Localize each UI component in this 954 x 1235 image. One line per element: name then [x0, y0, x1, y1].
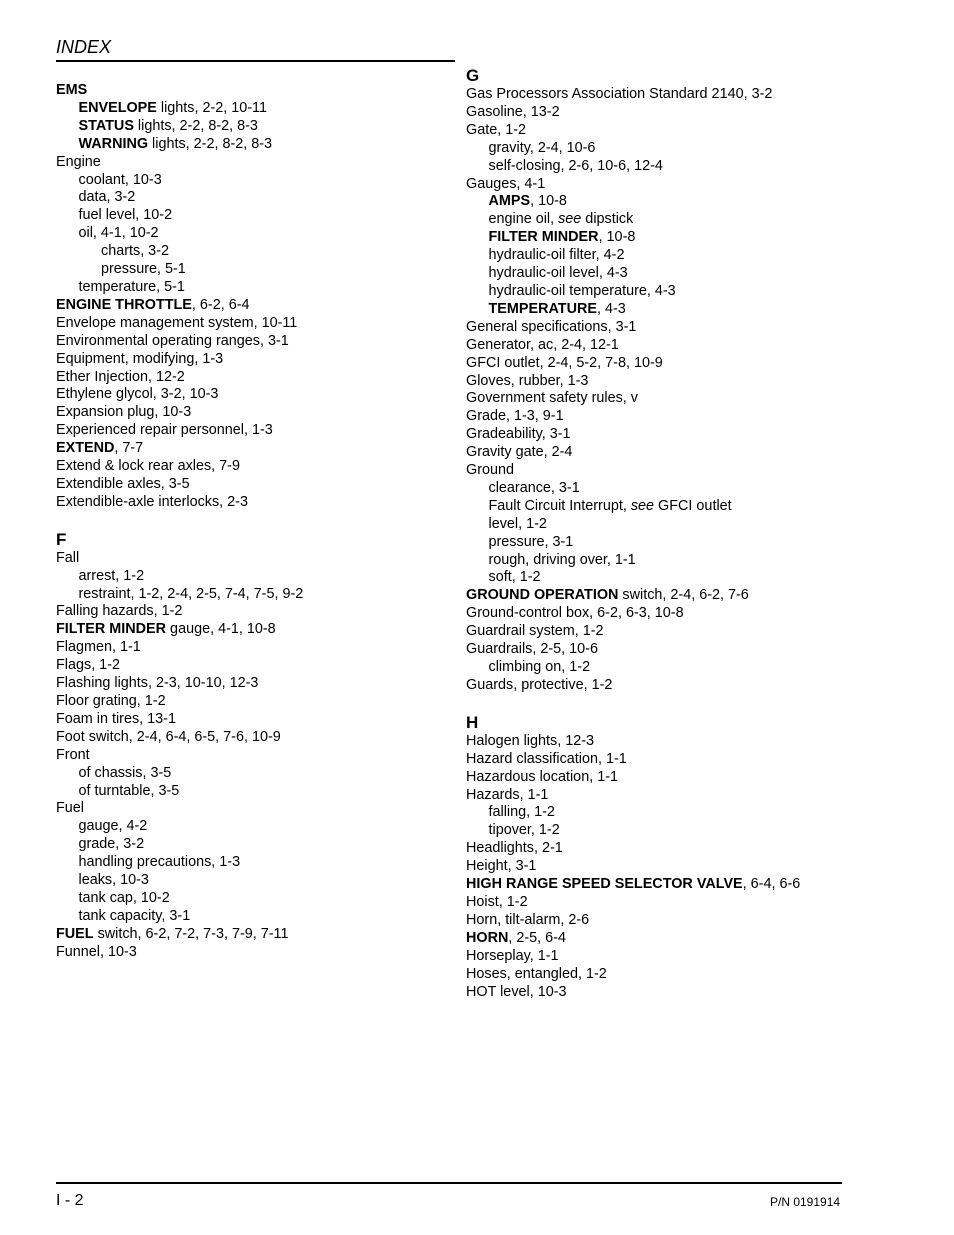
- footer-divider: [56, 1182, 842, 1184]
- index-text: Flags, 1-2: [56, 657, 120, 674]
- index-term-bold: FILTER MINDER: [56, 621, 167, 638]
- index-text: charts, 3-2: [101, 243, 169, 260]
- index-entry: [466, 462, 886, 480]
- index-entry: [466, 283, 886, 301]
- index-text: , 7-7: [114, 440, 144, 457]
- index-entry: [466, 373, 886, 391]
- index-text: falling, 1-2: [488, 804, 555, 821]
- index-entry: [56, 207, 451, 225]
- section-letter: G: [466, 66, 480, 85]
- part-number: P/N 0191914: [770, 1195, 841, 1209]
- index-text: soft, 1-2: [488, 569, 541, 586]
- index-entry: [56, 693, 451, 711]
- index-term-bold: HORN: [466, 929, 509, 946]
- index-entry: [56, 550, 451, 568]
- page-title: INDEX: [56, 37, 112, 57]
- index-text: leaks, 10-3: [78, 872, 149, 889]
- index-entry: [56, 243, 451, 261]
- index-text: Environmental operating ranges, 3-1: [56, 332, 289, 349]
- index-entry: [56, 603, 451, 621]
- index-text: Fuel: [56, 800, 84, 817]
- index-text: gauge, 4-2: [78, 818, 148, 835]
- index-entry: [56, 100, 451, 118]
- index-text: Gradeability, 3-1: [466, 426, 571, 443]
- index-entry: [56, 747, 451, 765]
- index-text: Hoist, 1-2: [466, 893, 528, 910]
- index-term-bold: FILTER MINDER: [488, 229, 599, 246]
- index-column-left: [56, 82, 451, 962]
- index-entry: [56, 657, 451, 675]
- index-entry: [56, 458, 451, 476]
- index-entry: [466, 86, 886, 104]
- index-entry: [466, 966, 886, 984]
- index-entry: [466, 534, 886, 552]
- index-text: Ground-control box, 6-2, 6-3, 10-8: [466, 605, 684, 622]
- index-entry: [56, 422, 451, 440]
- index-text: dipstick: [581, 211, 634, 228]
- index-entry: [466, 677, 886, 695]
- index-text: Funnel, 10-3: [56, 943, 137, 960]
- index-text: engine oil,: [488, 211, 559, 228]
- index-entry: [56, 729, 451, 747]
- index-text: Generator, ac, 2-4, 12-1: [466, 336, 619, 353]
- index-text: Gravity gate, 2-4: [466, 444, 573, 461]
- section-letter: F: [56, 529, 67, 549]
- index-entry: [466, 158, 886, 176]
- index-text: Government safety rules, v: [466, 390, 638, 407]
- index-entry: [466, 876, 886, 894]
- index-entry: [466, 444, 886, 462]
- index-text: Falling hazards, 1-2: [56, 603, 183, 620]
- index-text: Foam in tires, 13-1: [56, 710, 176, 727]
- index-text: oil, 4-1, 10-2: [78, 225, 159, 242]
- index-text: hydraulic-oil temperature, 4-3: [488, 282, 676, 299]
- index-text: Fault Circuit Interrupt,: [488, 497, 631, 514]
- index-text: Halogen lights, 12-3: [466, 732, 594, 749]
- index-term-bold: AMPS: [488, 193, 531, 210]
- index-entry: [466, 552, 886, 570]
- index-text: , 6-4, 6-6: [742, 876, 801, 893]
- index-entry: [56, 279, 451, 297]
- index-text: rough, driving over, 1-1: [488, 551, 636, 568]
- index-text: tipover, 1-2: [488, 822, 560, 839]
- index-entry: [56, 118, 451, 136]
- index-text: switch, 6-2, 7-2, 7-3, 7-9, 7-11: [93, 925, 289, 942]
- index-text: restraint, 1-2, 2-4, 2-5, 7-4, 7-5, 9-2: [78, 585, 304, 602]
- index-entry: [466, 301, 886, 319]
- index-text: Gloves, rubber, 1-3: [466, 372, 589, 389]
- index-entry: [56, 386, 451, 404]
- index-entry: [56, 854, 451, 872]
- index-text: switch, 2-4, 6-2, 7-6: [618, 587, 749, 604]
- index-text: grade, 3-2: [78, 836, 145, 853]
- index-text: temperature, 5-1: [78, 278, 185, 295]
- index-entry: [56, 476, 451, 494]
- index-entry: [466, 984, 886, 1002]
- index-text: Foot switch, 2-4, 6-4, 6-5, 7-6, 10-9: [56, 728, 281, 745]
- index-text: HOT level, 10-3: [466, 983, 567, 1000]
- index-entry: [56, 872, 451, 890]
- index-text: self-closing, 2-6, 10-6, 12-4: [488, 157, 663, 174]
- index-text: fuel level, 10-2: [78, 207, 173, 224]
- index-entry: [466, 930, 886, 948]
- index-entry: [56, 944, 451, 962]
- index-entry: [466, 426, 886, 444]
- index-entry: [466, 337, 886, 355]
- index-entry: [56, 783, 451, 801]
- index-entry: [466, 229, 886, 247]
- index-term-bold: STATUS: [78, 117, 134, 134]
- index-entry: [466, 247, 886, 265]
- index-entry: [466, 140, 886, 158]
- index-text: Horseplay, 1-1: [466, 947, 559, 964]
- index-text: Front: [56, 746, 90, 763]
- index-entry: [466, 623, 886, 641]
- index-text: Equipment, modifying, 1-3: [56, 350, 224, 367]
- index-entry: [56, 172, 451, 190]
- index-text: Engine: [56, 153, 101, 170]
- index-text: coolant, 10-3: [78, 171, 162, 188]
- index-text: Gate, 1-2: [466, 121, 526, 138]
- index-text: Horn, tilt-alarm, 2-6: [466, 911, 590, 928]
- index-text: handling precautions, 1-3: [78, 854, 241, 871]
- index-text: climbing on, 1-2: [488, 659, 591, 675]
- index-text: , 4-3: [596, 300, 626, 317]
- index-text: lights, 2-2, 10-11: [156, 99, 267, 116]
- index-text: Guards, protective, 1-2: [466, 676, 613, 693]
- index-text: Gas Processors Association Standard 2140, 3-2: [466, 86, 773, 102]
- index-text: data, 3-2: [78, 189, 136, 206]
- index-entry: [56, 908, 451, 926]
- index-entry: [466, 751, 886, 769]
- index-text: Flashing lights, 2-3, 10-10, 12-3: [56, 675, 259, 692]
- index-entry: [466, 390, 886, 408]
- index-entry: [56, 351, 451, 369]
- index-entry: [466, 211, 886, 229]
- index-entry: [466, 912, 886, 930]
- index-text: pressure, 3-1: [488, 533, 574, 550]
- index-entry: [466, 641, 886, 659]
- index-column-right: [466, 66, 886, 1001]
- index-entry: [56, 836, 451, 854]
- index-text: lights, 2-2, 8-2, 8-3: [148, 135, 273, 152]
- index-entry: [466, 104, 886, 122]
- section-letter: H: [466, 712, 479, 732]
- index-entry: [466, 408, 886, 426]
- index-text: hydraulic-oil level, 4-3: [488, 265, 628, 282]
- index-text: Hazardous location, 1-1: [466, 768, 618, 785]
- index-text: Extendible-axle interlocks, 2-3: [56, 493, 248, 510]
- index-see-ref: see: [558, 211, 582, 228]
- index-text: Expansion plug, 10-3: [56, 404, 192, 421]
- index-text: Grade, 1-3, 9-1: [466, 408, 564, 425]
- index-text: lights, 2-2, 8-2, 8-3: [133, 117, 258, 134]
- index-text: Hazards, 1-1: [466, 786, 549, 803]
- index-entry: [466, 894, 886, 912]
- index-entry: [56, 297, 451, 315]
- index-text: GFCI outlet: [654, 497, 732, 514]
- index-entry: [466, 840, 886, 858]
- index-term-bold: ENVELOPE: [78, 99, 157, 116]
- index-text: Experienced repair personnel, 1-3: [56, 422, 273, 439]
- index-text: tank capacity, 3-1: [78, 907, 191, 924]
- index-term-bold: WARNING: [78, 135, 149, 152]
- index-entry: [56, 369, 451, 387]
- index-text: Headlights, 2-1: [466, 840, 563, 857]
- index-entry: [56, 818, 451, 836]
- index-entry: [466, 122, 886, 140]
- index-entry: [56, 440, 451, 458]
- index-text: General specifications, 3-1: [466, 318, 637, 335]
- index-term-bold: EXTEND: [56, 440, 115, 457]
- index-entry: [56, 765, 451, 783]
- index-entry: [466, 176, 886, 194]
- index-entry: [56, 136, 451, 154]
- index-entry: [466, 733, 886, 751]
- index-text: hydraulic-oil filter, 4-2: [488, 247, 625, 264]
- index-text: level, 1-2: [488, 515, 547, 532]
- index-text: Floor grating, 1-2: [56, 693, 166, 709]
- index-text: , 6-2, 6-4: [191, 296, 250, 313]
- index-term-bold: ENGINE THROTTLE: [56, 296, 192, 313]
- index-text: , 10-8: [530, 193, 567, 210]
- index-entry: [466, 858, 886, 876]
- index-text: of chassis, 3-5: [78, 764, 172, 781]
- index-text: Hoses, entangled, 1-2: [466, 965, 607, 982]
- index-entry: [56, 82, 451, 100]
- index-entry: [56, 800, 451, 818]
- index-entry: [466, 265, 886, 283]
- index-text: of turntable, 3-5: [78, 782, 180, 799]
- index-text: Hazard classification, 1-1: [466, 750, 627, 767]
- index-entry: [466, 355, 886, 373]
- index-text: Gasoline, 13-2: [466, 103, 560, 120]
- index-entry: [56, 675, 451, 693]
- page-number: I - 2: [56, 1192, 84, 1209]
- index-entry: [56, 154, 451, 172]
- index-entry: [466, 193, 886, 211]
- index-entry: [56, 494, 451, 512]
- index-text: tank cap, 10-2: [78, 889, 170, 906]
- index-term-bold: EMS: [56, 82, 88, 98]
- index-text: , 2-5, 6-4: [508, 929, 566, 946]
- index-text: clearance, 3-1: [488, 479, 580, 496]
- index-text: , 10-8: [598, 229, 636, 246]
- index-text: GFCI outlet, 2-4, 5-2, 7-8, 10-9: [466, 354, 663, 371]
- index-entry: [466, 605, 886, 623]
- index-entry: [56, 926, 451, 944]
- index-entry: [56, 586, 451, 604]
- index-entry: [466, 498, 886, 516]
- index-text: gravity, 2-4, 10-6: [488, 139, 596, 156]
- index-term-bold: HIGH RANGE SPEED SELECTOR VALVE: [466, 876, 743, 893]
- index-term-bold: TEMPERATURE: [488, 300, 597, 317]
- index-text: Extendible axles, 3-5: [56, 475, 190, 492]
- index-entry: [466, 587, 886, 605]
- index-entry: [56, 333, 451, 351]
- index-text: Flagmen, 1-1: [56, 639, 141, 656]
- index-entry: [466, 769, 886, 787]
- index-entry: [466, 659, 886, 677]
- index-entry: [466, 319, 886, 337]
- index-entry: [466, 948, 886, 966]
- section-spacer: [56, 512, 451, 530]
- index-text: Ethylene glycol, 3-2, 10-3: [56, 386, 219, 403]
- index-entry: [466, 480, 886, 498]
- index-text: Extend & lock rear axles, 7-9: [56, 458, 240, 475]
- index-entry: [56, 225, 451, 243]
- index-entry: [466, 787, 886, 805]
- index-entry: [466, 822, 886, 840]
- index-entry: [56, 711, 451, 729]
- index-text: Guardrails, 2-5, 10-6: [466, 641, 598, 658]
- index-text: gauge, 4-1, 10-8: [166, 621, 276, 638]
- index-entry: [466, 516, 886, 534]
- index-text: Ground: [466, 462, 514, 479]
- index-text: Gauges, 4-1: [466, 175, 546, 192]
- index-text: Ether Injection, 12-2: [56, 368, 185, 385]
- index-entry: [466, 804, 886, 822]
- index-text: Envelope management system, 10-11: [56, 314, 298, 331]
- index-entry: [56, 639, 451, 657]
- index-entry: [56, 621, 451, 639]
- index-text: Fall: [56, 549, 80, 566]
- index-text: arrest, 1-2: [78, 567, 145, 584]
- index-entry: [56, 890, 451, 908]
- index-see-ref: see: [630, 497, 655, 514]
- section-spacer: [466, 695, 886, 713]
- index-term-bold: FUEL: [56, 925, 94, 942]
- index-entry: [56, 315, 451, 333]
- index-entry: [56, 261, 451, 279]
- index-text: Height, 3-1: [466, 858, 537, 875]
- index-entry: [466, 569, 886, 587]
- index-text: pressure, 5-1: [101, 261, 186, 278]
- header-divider: [56, 60, 455, 62]
- index-entry: [56, 189, 451, 207]
- index-entry: [56, 568, 451, 586]
- index-text: Guardrail system, 1-2: [466, 623, 604, 640]
- index-entry: [56, 404, 451, 422]
- index-term-bold: GROUND OPERATION: [466, 587, 619, 604]
